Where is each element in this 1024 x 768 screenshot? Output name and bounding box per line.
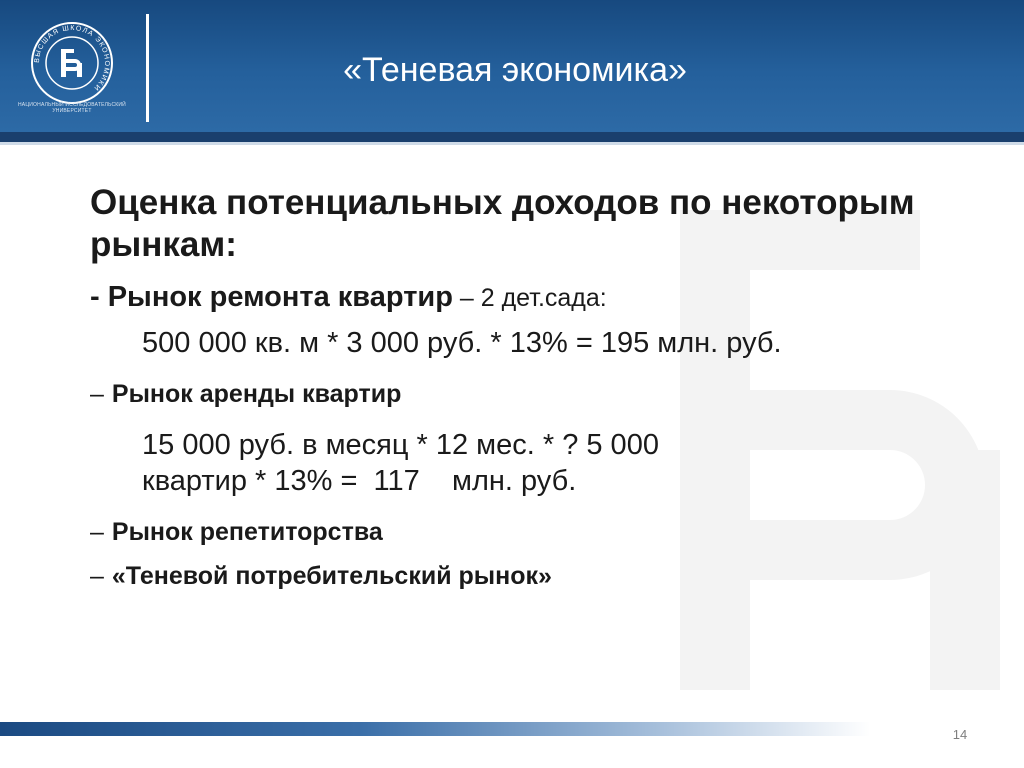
- header-rule: [0, 132, 1024, 142]
- bullet-shadow-consumer-market: [90, 561, 950, 591]
- body-heading: Оценка потенциальных доходов по некоторым рынкам:: [90, 183, 915, 264]
- bullet-shadow-consumer-market-label: «Теневой потребительский рынок»: [111, 562, 552, 590]
- bullet-apartment-repair: [90, 280, 950, 315]
- bullet-tutoring-label: Рынок репетиторства: [111, 518, 383, 546]
- logo-caption: НАЦИОНАЛЬНЫЙ ИССЛЕДОВАТЕЛЬСКИЙ УНИВЕРСИТЕТ: [18, 102, 126, 114]
- apartment-rental-calc-line-2: квартир * 13% = 117 млн. руб.: [142, 465, 577, 497]
- svg-text:ВЫСШАЯ ШКОЛА ЭКОНОМИКИ: [34, 25, 110, 92]
- apartment-rental-calc-line-1: 15 000 руб. в месяц * 12 мес. * ? 5 000: [142, 429, 659, 461]
- bullet-apartment-rental-label: Рынок аренды квартир: [111, 380, 402, 408]
- bullet-apartment-repair-label: - Рынок ремонта квартир: [90, 281, 453, 313]
- apartment-rental-calculation: [142, 427, 950, 499]
- slide-body: [90, 182, 950, 605]
- page-number: 14: [952, 727, 968, 742]
- bullet-dash: –: [90, 562, 104, 590]
- logo-ring-text: ВЫСШАЯ ШКОЛА ЭКОНОМИКИ: [33, 24, 111, 93]
- footer-bar: [0, 722, 1024, 736]
- bullet-tutoring: [90, 517, 950, 547]
- header-divider: [146, 14, 149, 122]
- bullet-dash: –: [90, 380, 104, 408]
- bullet-dash: –: [90, 518, 104, 546]
- slide-title: «Теневая экономика»: [343, 51, 687, 89]
- apartment-repair-calculation: 500 000 кв. м * 3 000 руб. * 13% = 195 млн. руб.: [142, 327, 782, 359]
- header-rule-light: [0, 142, 1024, 145]
- bullet-apartment-repair-note: – 2 дет.сада:: [452, 284, 607, 312]
- bullet-apartment-rental: [90, 379, 950, 409]
